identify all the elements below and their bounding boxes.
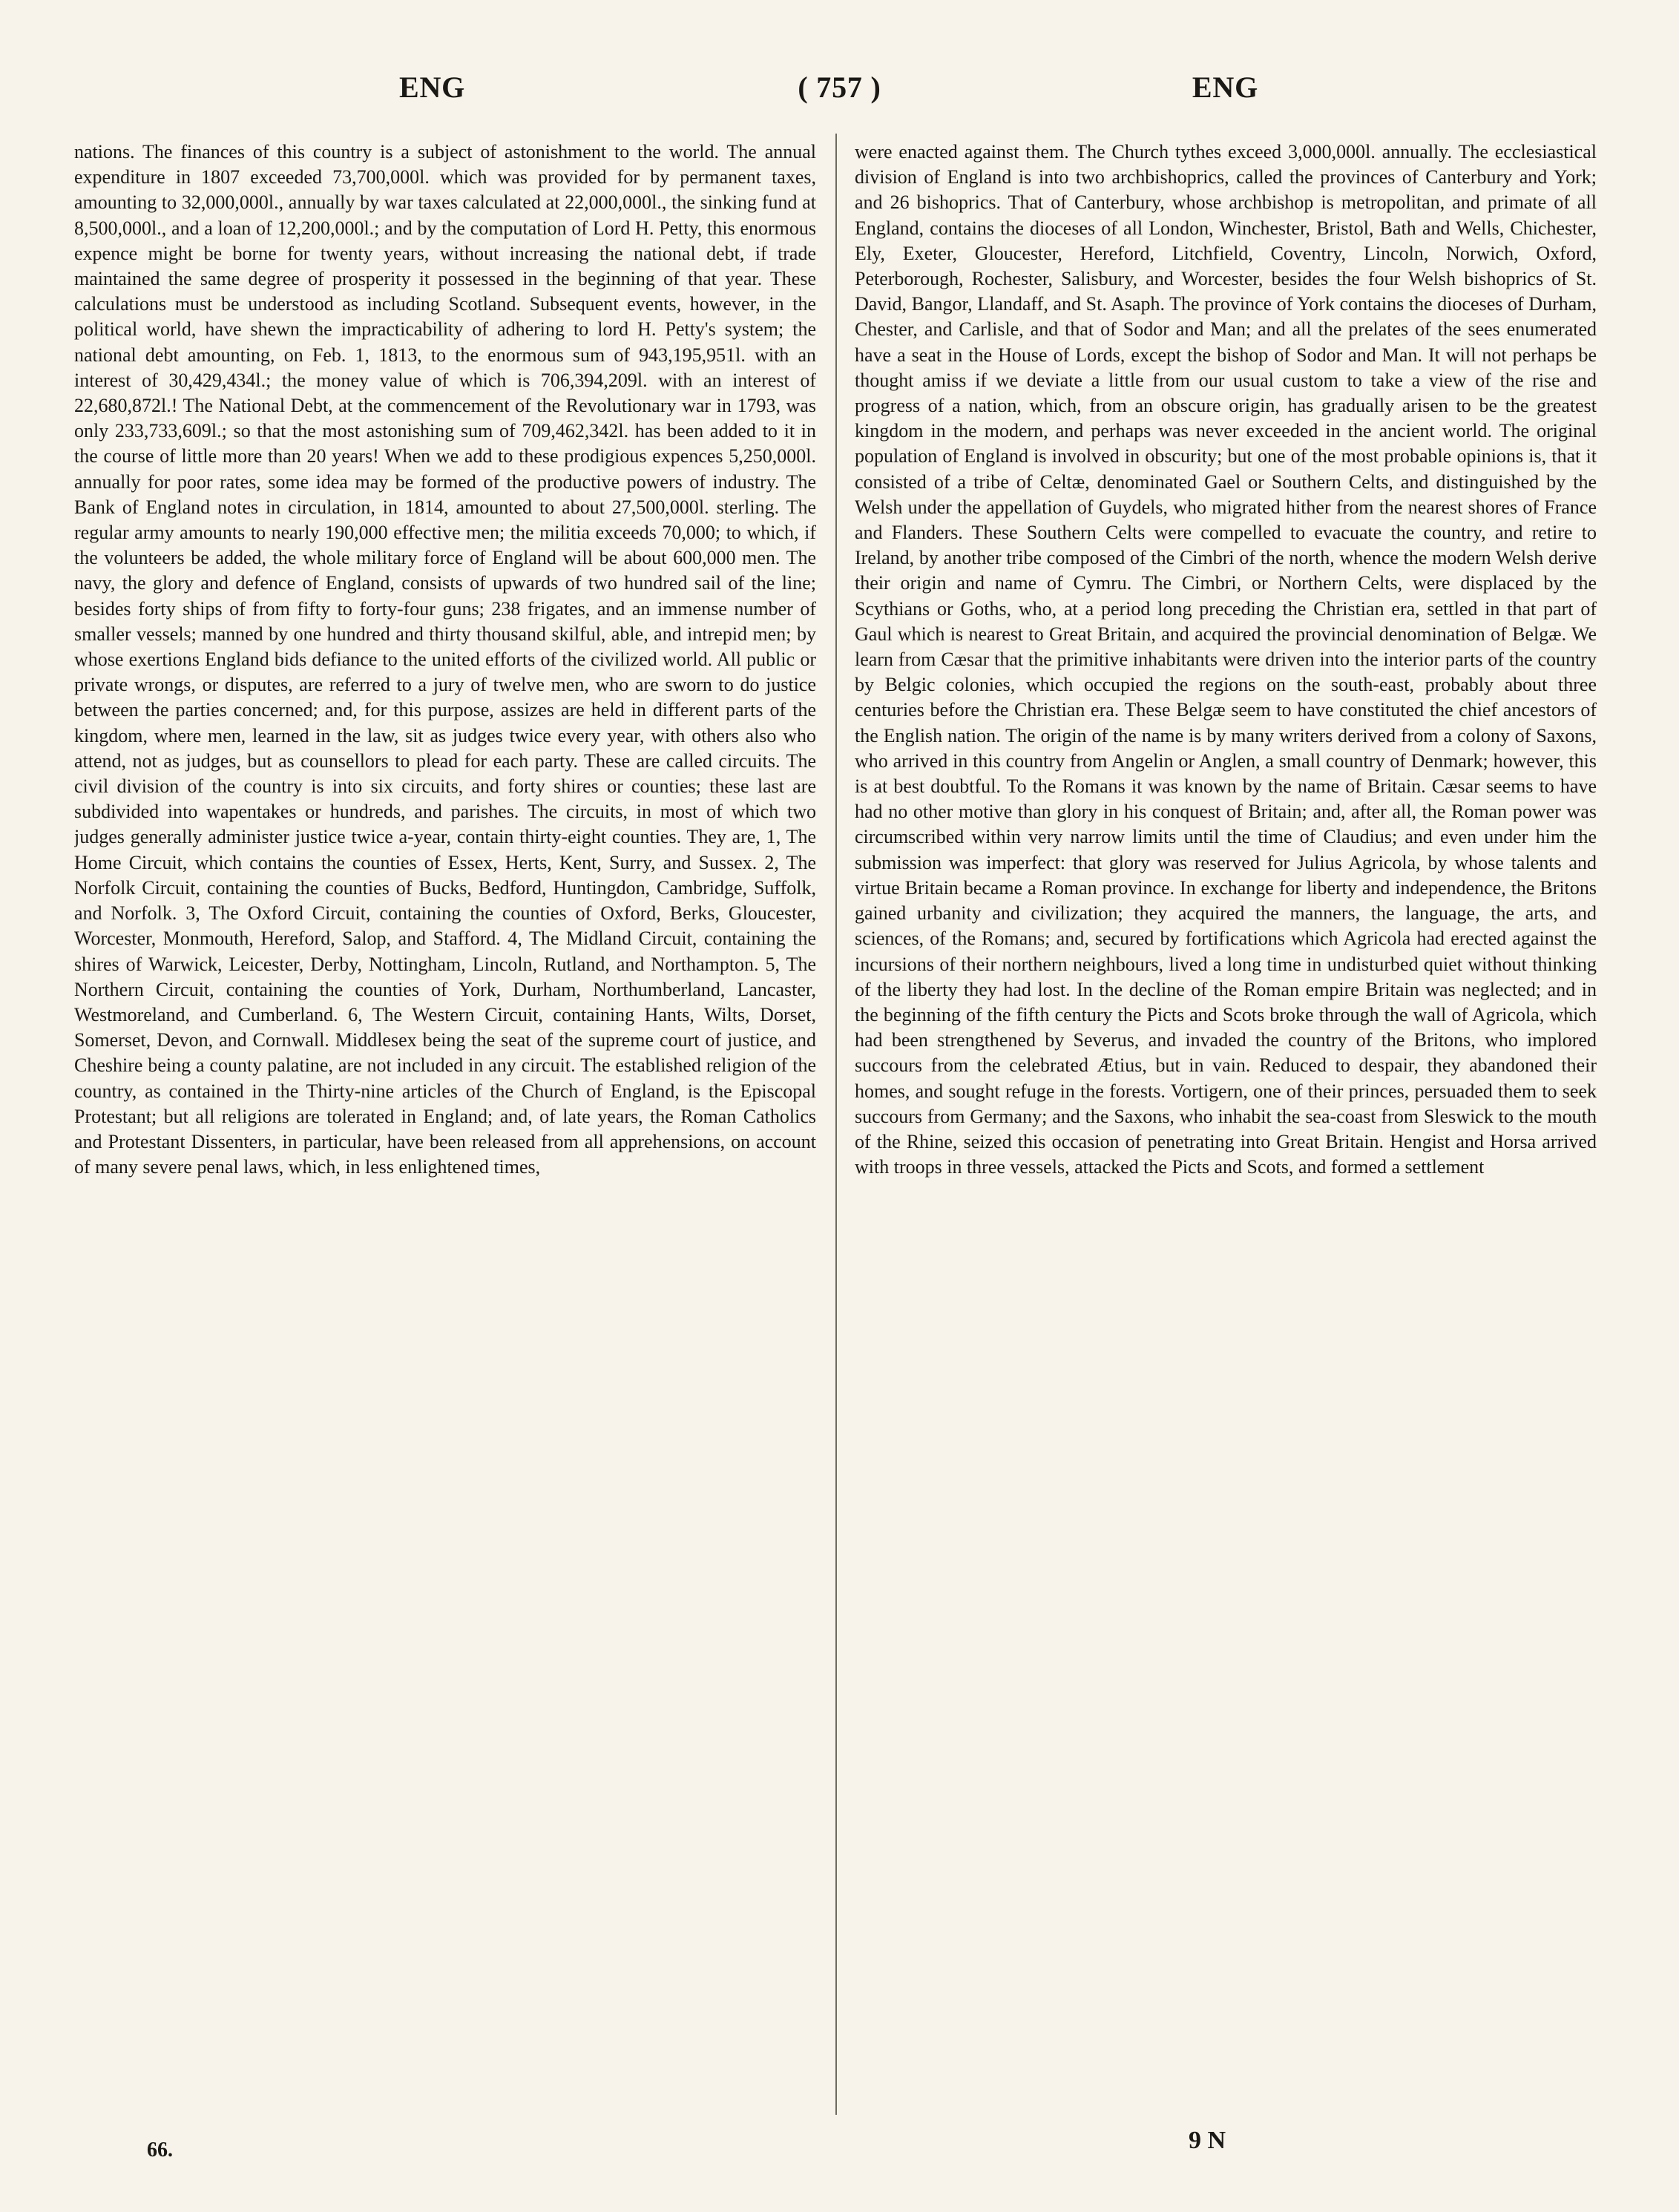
signature-mark: 66. (147, 2139, 173, 2162)
column-divider (835, 134, 837, 2115)
right-column (855, 140, 1597, 2159)
left-column-text: nations. The finances of this country is a subject of astonishment to the world. The annual expenditure in 1807 exceeded 73,700,000l. which was provided for by permanent taxes, amounting to 32,000,000l., annually by war taxes calculated at 22,000,000l., the sinking fund at 8,500,000l., and a loan of 12,200,000l.; and by the computation of Lord H. Petty, this enormous expence might be borne for twenty years, without increasing the national debt, if trade maintained the same degree of prosperity it possessed in the beginning of that year. These calculations must be understood as including Scotland. Subsequent events, however, in the political world, have shewn the impracticability of adhering to lord H. Petty's system; the national debt amounting, on Feb. 1, 1813, to the enormous sum of 943,195,951l. with an interest of 30,429,434l.; the money value of which is 706,394,209l. with an interest of 22,680,872l.! The National Debt, at the commencement of the Revolutionary war in 1793, was only 233,733,609l.; so that the most astonishing sum of 709,462,342l. has been added to it in the course of little more than 20 years! When we add to these prodigious expences 5,250,000l. annually for poor rates, some idea may be formed of the productive powers of industry. The Bank of England notes in circulation, in 1814, amounted to about 27,500,000l. sterling. The regular army amounts to nearly 190,000 effective men; the militia exceeds 70,000; to which, if the volunteers be added, the whole military force of England will be about 600,000 men. The navy, the glory and defence of England, consists of upwards of two hundred sail of the line; besides forty ships of from fifty to forty-four guns; 238 frigates, and an immense number of smaller vessels; manned by one hundred and thirty thousand skilful, able, and intrepid men; by whose exertions England bids defiance to the united efforts of the civilized world. All public or private wrongs, or disputes, are referred to a jury of twelve men, who are sworn to do justice between the parties concerned; and, for this purpose, assizes are held in different parts of the kingdom, where men, learned in the law, sit as judges twice every year, with others also who attend, not as judges, but as counsellors to plead for each party. These are called circuits. The civil division of the country is into six circuits, and forty shires or counties; these last are subdivided into wapentakes or hundreds, and parishes. The circuits, in most of which two judges generally administer justice twice a-year, contain thirty-eight counties. They are, 1, The Home Circuit, which contains the counties of Essex, Herts, Kent, Surry, and Sussex. 2, The Norfolk Circuit, containing the counties of Bucks, Bedford, Huntingdon, Cambridge, Suffolk, and Norfolk. 3, The Oxford Circuit, containing the counties of Oxford, Berks, Gloucester, Worcester, Monmouth, Hereford, Salop, and Stafford. 4, The Midland Circuit, containing the shires of Warwick, Leicester, Derby, Nottingham, Lincoln, Rutland, and Northampton. 5, The Northern Circuit, containing the counties of York, Durham, Northumberland, Lancaster, Westmoreland, and Cumberland. 6, The Western Circuit, containing Hants, Wilts, Dorset, Somerset, Devon, and Cornwall. Middlesex being the seat of the supreme court of justice, and Cheshire being a county palatine, are not included in any circuit. The established religion of the country, as contained in the Thirty-nine articles of the Church of England, is the Episcopal Protestant; but all religions are tolerated in England; and, of late years, the Roman Catholics and Protestant Dissenters, in particular, have been released from all apprehensions, on account of many severe penal laws, which, in less enlightened times, (74, 141, 816, 1178)
header-left-title: ENG (399, 70, 466, 104)
header-right-title: ENG (1192, 70, 1258, 104)
page-number: ( 757 ) (798, 70, 881, 104)
running-head (0, 70, 1679, 122)
right-column-text: were enacted against them. The Church tythes exceed 3,000,000l. annually. The ecclesiastical division of England is into two archbishoprics, called the provinces of Canterbury and York; and 26 bishoprics. That of Canterbury, whose archbishop is metropolitan, and primate of all England, contains the dioceses of all London, Winchester, Bristol, Bath and Wells, Chichester, Ely, Exeter, Gloucester, Hereford, Litchfield, Coventry, Lincoln, Norwich, Oxford, Peterborough, Rochester, Salisbury, and Worcester, besides the four Welsh bishoprics of St. David, Bangor, Llandaff, and St. Asaph. The province of York contains the dioceses of Durham, Chester, and Carlisle, and that of Sodor and Man; and all the prelates of the sees enumerated have a seat in the House of Lords, except the bishop of Sodor and Man. It will not perhaps be thought amiss if we deviate a little from our usual custom to take a view of the rise and progress of a nation, which, from an obscure origin, has gradually arisen to be the greatest kingdom in the modern, and perhaps was never exceeded in the ancient world. The original population of England is involved in obscurity; but one of the most probable opinions is, that it consisted of a tribe of Celtæ, denominated Gael or Southern Celts, and distinguished by the Welsh under the appellation of Guydels, who migrated hither from the nearest shores of France and Flanders. These Southern Celts were compelled to evacuate the country, and retire to Ireland, by another tribe composed of the Cimbri of the north, whence the modern Welsh derive their origin and name of Cymru. The Cimbri, or Northern Celts, were displaced by the Scythians or Goths, who, at a period long preceding the Christian era, settled in that part of Gaul which is nearest to Great Britain, and acquired the provincial denomination of Belgæ. We learn from Cæsar that the primitive inhabitants were driven into the interior parts of the country by Belgic colonies, which occupied the regions on the south-east, probably about three centuries before the Christian era. These Belgæ seem to have constituted the chief ancestors of the English nation. The origin of the name is by many writers derived from a colony of Saxons, who arrived in this country from Angelin or Anglen, a small country of Denmark; however, this is at best doubtful. To the Romans it was known by the name of Britain. Cæsar seems to have had no other motive than glory in his conquest of Britain; and, after all, the Roman power was circumscribed within very narrow limits until the time of Claudius; and even under him the submission was imperfect: that glory was reserved for Julius Agricola, by whose talents and virtue Britain became a Roman province. In exchange for liberty and independence, the Britons gained urbanity and civilization; they acquired the manners, the language, the arts, and sciences, of the Romans; and, secured by fortifications which Agricola had erected against the incursions of their northern neighbours, lived a long time in undisturbed quiet without thinking of the liberty they had lost. In the decline of the Roman empire Britain was neglected; and in the beginning of the fifth century the Picts and Scots broke through the wall of Agricola, which had been strengthened by Severus, and invaded the country of the Britons, who implored succours from the celebrated Ætius, but in vain. Reduced to despair, they abandoned their homes, and sought refuge in the forests. Vortigern, one of their princes, persuaded them to seek succours from Germany; and the Saxons, who inhabit the sea-coast from Sleswick to the mouth of the Rhine, seized this occasion of penetrating into Great Britain. Hengist and Horsa arrived with troops in three vessels, attacked the Picts and Scots, and formed a settlement (855, 141, 1597, 1178)
left-column (74, 140, 816, 2159)
catchword: 9 N (1189, 2127, 1226, 2154)
